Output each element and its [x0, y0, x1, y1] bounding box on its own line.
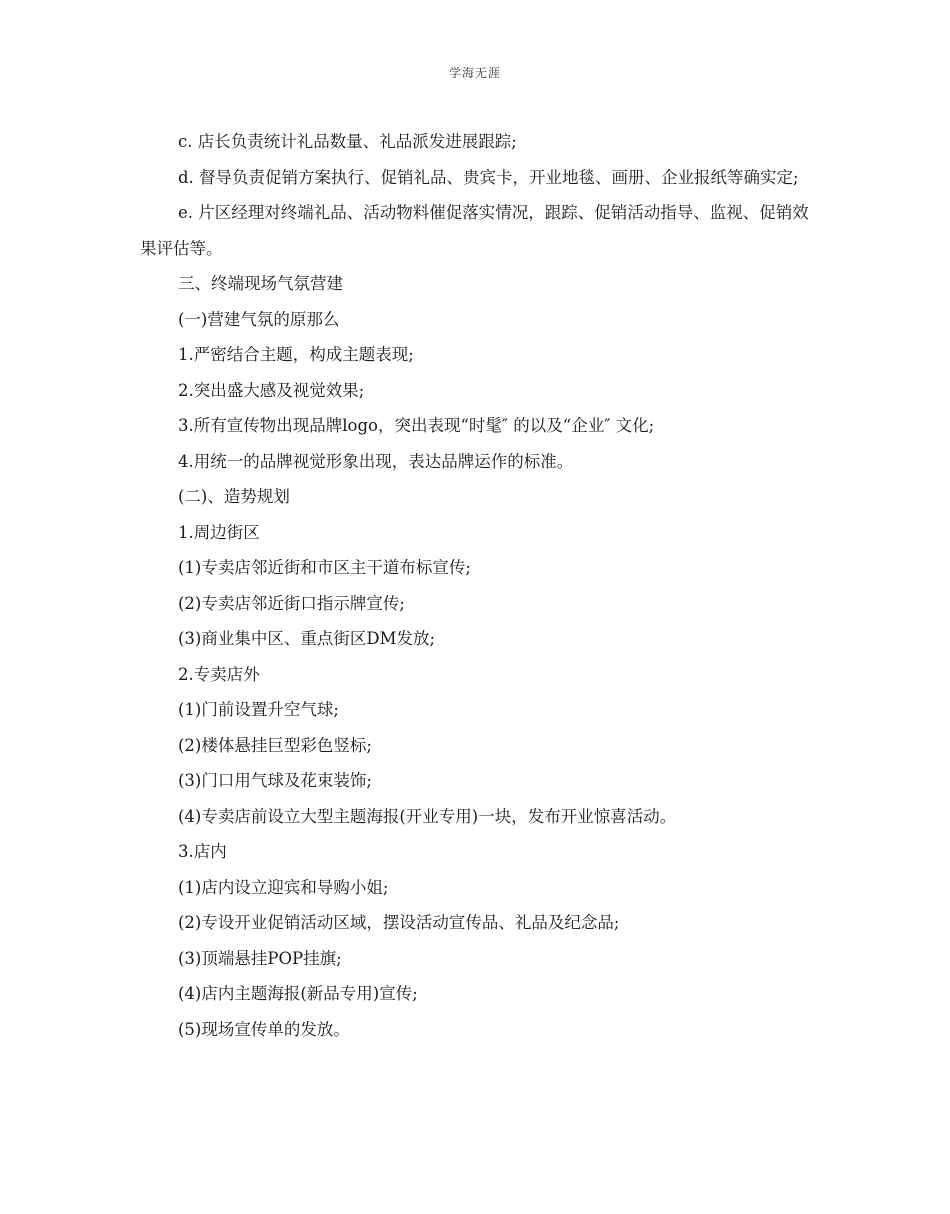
plan-heading-2: 2.专卖店外	[178, 664, 260, 684]
paragraph-d-item: d. 督导负责促销方案执行、促销礼品、贵宾卡，开业地毯、画册、企业报纸等确实定;	[178, 167, 799, 187]
subsection-heading-2: (二)、造势规划	[178, 487, 290, 506]
principle-item-1: 1.严密结合主题，构成主题表现;	[178, 345, 414, 364]
plan-item-3-4: (4)店内主题海报(新品专用)宣传;	[178, 984, 418, 1003]
plan-item-3-3: (3)顶端悬挂POP挂旗;	[178, 948, 342, 968]
section-heading-3: 三、终端现场气氛营建	[178, 274, 343, 293]
subsection-heading-1: (一)营建气氛的原那么	[178, 309, 340, 329]
document-body	[140, 124, 810, 1047]
plan-item-2-2: (2)楼体悬挂巨型彩色竖标;	[178, 735, 372, 755]
principle-item-2: 2.突出盛大感及视觉效果;	[178, 380, 365, 400]
plan-item-1-1: (1)专卖店邻近街和市区主干道布标宣传;	[178, 558, 471, 577]
plan-item-2-1: (1)门前设置升空气球;	[178, 700, 339, 719]
plan-item-3-1: (1)店内设立迎宾和导购小姐;	[178, 877, 389, 897]
principle-item-4: 4.用统一的品牌视觉形象出现，表达品牌运作的标准。	[178, 451, 574, 471]
principle-item-3: 3.所有宣传物出现品牌logo，突出表现“时髦″ 的以及“企业″ 文化;	[178, 416, 655, 435]
plan-item-2-4: (4)专卖店前设立大型主题海报(开业专用)一块，发布开业惊喜活动。	[178, 806, 677, 826]
plan-item-3-2: (2)专设开业促销活动区域，摆设活动宣传品、礼品及纪念品;	[178, 913, 620, 932]
plan-heading-3: 3.店内	[178, 842, 227, 861]
plan-item-3-5: (5)现场宣传单的发放。	[178, 1019, 350, 1039]
page-header: 学海无涯	[448, 66, 501, 80]
plan-item-2-3: (3)门口用气球及花束装饰;	[178, 771, 372, 790]
paragraph-e-item: e. 片区经理对终端礼品、活动物料催促落实情况，跟踪、促销活动指导、监视、促销效果评估等。	[140, 203, 809, 258]
paragraph-c-item: c. 店长负责统计礼品数量、礼品派发进展跟踪;	[178, 132, 517, 151]
plan-item-1-3: (3)商业集中区、重点街区DM发放;	[178, 629, 436, 648]
plan-heading-1: 1.周边街区	[178, 522, 260, 542]
plan-item-1-2: (2)专卖店邻近街口指示牌宣传;	[178, 593, 405, 613]
